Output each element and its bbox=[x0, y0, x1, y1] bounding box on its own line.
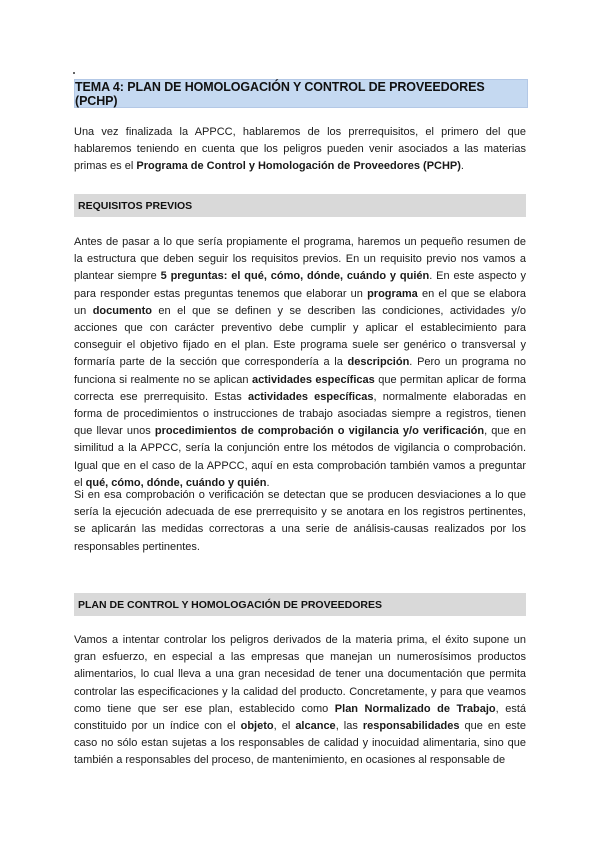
page-title bbox=[74, 79, 528, 108]
p1-text-8: , que en similitud a la APPCC, sería la conjunción entre los métodos de vigilancia o comprobación. Igual que en el caso de la APPCC, aquí en esta comprobación también vamos a preguntar el bbox=[74, 425, 526, 489]
p1-text-3: en el que se elabora un bbox=[74, 287, 526, 317]
p1-text-4: en el que se definen y se describen las condiciones, actividades y/o acciones que con carácter preventivo debe cumplir y aplicar el establecimiento para conseguir el objetivo fijado en el plan. Este programa suele ser genérico o transversal y formaría parte de la sección que correspondería a la bbox=[74, 304, 527, 369]
p1-text-5: . Pero un programa no funciona si realmente no se aplican bbox=[74, 356, 526, 386]
p1-bold-1: 5 preguntas: el qué, cómo, dónde, cuándo y quién bbox=[160, 270, 430, 283]
p3-bold-4: responsabilidades bbox=[362, 720, 460, 733]
section-heading-requisitos-text: REQUISITOS PREVIOS bbox=[78, 199, 193, 212]
p1-text-9: . bbox=[266, 476, 270, 489]
p1-text-6: que permitan aplicar de forma correcta ese prerrequisito. Estas bbox=[74, 373, 527, 403]
p1-bold-8: qué, cómo, dónde, cuándo y quién bbox=[85, 476, 267, 489]
intro-text-1: Una vez finalizada la APPCC, hablaremos de los prerrequisitos, el primero del que hablaremos teniendo en cuenta que los peligros pueden venir asociados a las materias primas es el bbox=[74, 126, 526, 173]
p1-bold-6: actividades específicas bbox=[248, 390, 374, 403]
p1-bold-7: procedimientos de comprobación o vigilancia y/o verificación bbox=[154, 425, 485, 438]
p1-text-2: . En este aspecto y para responder estas preguntas tenemos que elaborar un bbox=[74, 270, 526, 300]
p1-text-7: , normalmente elaboradas en forma de procedimientos o instrucciones de trabajo asociadas siempre a registros, tienen que llevar unos bbox=[74, 390, 527, 438]
p1-bold-3: documento bbox=[92, 304, 152, 317]
intro-bold-1: Programa de Control y Homologación de Proveedores (PCHP) bbox=[136, 160, 461, 173]
p3-text-1: Vamos a intentar controlar los peligros derivados de la materia prima, el éxito supone un gran esfuerzo, en especial a las empresas que manejan un numerosísimos productos alimentarios, lo cual lleva a una gran necesidad de tener una documentación que permita controlar las especificaciones y la calidad del producto. Concretamente, y para que veamos como tiene que ser ese plan, establecido como bbox=[74, 634, 526, 715]
p3-text-5: que en este caso no sólo estan sujetas a los responsables de calidad y inocuidad alimentaria, sino que también a responsables del proceso, de mantenimiento, en ocasiones al responsable de bbox=[74, 720, 526, 767]
plan-control-paragraph bbox=[74, 632, 526, 770]
p3-text-2: , está constituido por un índice con el bbox=[74, 702, 526, 733]
p3-text-3: , el bbox=[273, 720, 296, 733]
requisitos-paragraph bbox=[74, 234, 526, 492]
p1-bold-2: programa bbox=[367, 287, 418, 300]
section-heading-plan-control-text: PLAN DE CONTROL Y HOMOLOGACIÓN DE PROVEEDORES bbox=[78, 598, 382, 611]
section-heading-requisitos bbox=[74, 194, 526, 217]
intro-paragraph bbox=[74, 124, 526, 176]
p3-bold-3: alcance bbox=[295, 720, 336, 733]
p3-bold-2: objeto bbox=[240, 720, 274, 733]
p1-bold-5: actividades específicas bbox=[252, 373, 375, 386]
desviaciones-paragraph: Si en esa comprobación o verificación se detectan que se producen desviaciones a lo que sería la ejecución adecuada de ese prerrequisito y se anotara en los registros pertinentes, se aplicarán las medidas correctoras a una serie de análisis-causas realizados por los responsables pertinentes. bbox=[74, 489, 526, 553]
page-title-text: TEMA 4: PLAN DE HOMOLOGACIÓN Y CONTROL DE PROVEEDORES (PCHP) bbox=[75, 79, 485, 108]
p1-text-1: Antes de pasar a lo que sería propiamente el programa, haremos un pequeño resumen de la estructura que deben seguir los requisitos previos. En un requisito previo nos vamos a plantear siempre bbox=[74, 236, 526, 283]
page-mark bbox=[73, 72, 75, 74]
p3-bold-1: Plan Normalizado de Trabajo bbox=[334, 702, 496, 715]
section-heading-plan-control bbox=[74, 593, 526, 616]
p3-text-4: , las bbox=[335, 720, 363, 733]
intro-text-2: . bbox=[460, 160, 464, 173]
p1-bold-4: descripción bbox=[347, 356, 410, 369]
